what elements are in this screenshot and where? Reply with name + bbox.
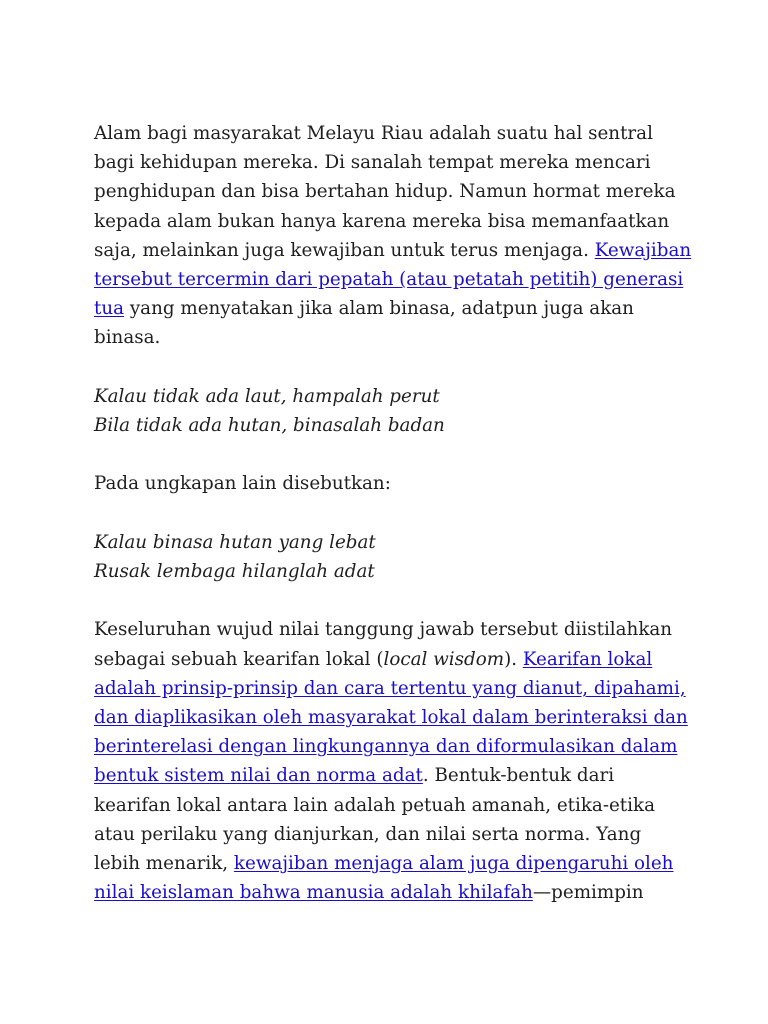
text-segment: yang menyatakan jika alam binasa, adatpun juga akan (124, 298, 634, 320)
paragraph-intro (94, 119, 692, 353)
verse-line: Kalau binasa hutan yang lebat (94, 531, 376, 553)
text-line (94, 236, 692, 265)
text-segment: ). (504, 648, 518, 670)
text-line (94, 878, 684, 907)
text-line: kepada alam bukan hanya karena mereka bisa memanfaatkan (94, 210, 670, 232)
link-kewajiban-menjaga-alam-end[interactable]: nilai keislaman bahwa manusia adalah khilafah (94, 882, 533, 904)
link-kearifan-lokal-cont[interactable]: berinterelasi dengan lingkungannya dan diformulasikan dalam (94, 736, 678, 758)
text-line: Pada ungkapan lain disebutkan: (94, 473, 391, 495)
link-kearifan-lokal-cont[interactable]: adalah prinsip-prinsip dan cara tertentu yang dianut, dipahami, (94, 677, 686, 699)
document-page (94, 119, 692, 937)
link-kewajiban-end[interactable]: tua (94, 298, 125, 320)
text-segment: . Bentuk-bentuk dari (422, 765, 615, 787)
text-line (94, 265, 684, 294)
text-line (94, 294, 684, 323)
text-line: Alam bagi masyarakat Melayu Riau adalah suatu hal sentral (94, 123, 653, 144)
text-line (94, 674, 684, 703)
text-line: kearifan lokal antara lain adalah petuah amanah, etika-etika (94, 794, 655, 816)
verse-line: Bila tidak ada hutan, binasalah badan (94, 415, 445, 437)
text-line (94, 703, 688, 732)
link-kewajiban-cont[interactable]: tersebut tercermin dari pepatah (atau petatah petitih) generasi (94, 269, 684, 291)
text-segment: saja, melainkan juga kewajiban untuk terus menjaga. (94, 239, 589, 261)
verse-block (94, 382, 684, 440)
text-line: Keseluruhan wujud nilai tanggung jawab tersebut diistilahkan (94, 619, 673, 641)
link-kewajiban[interactable]: Kewajiban (594, 239, 692, 261)
link-kearifan-lokal[interactable]: Kearifan lokal (522, 648, 653, 670)
text-line (94, 645, 684, 674)
text-line: penghidupan dan bisa bertahan hidup. Namun hormat mereka (94, 181, 676, 203)
text-line (94, 732, 684, 761)
paragraph-ungkapan (94, 469, 684, 498)
text-line: bagi kehidupan mereka. Di sanalah tempat mereka mencari (94, 152, 651, 174)
text-line: atau perilaku yang dianjurkan, dan nilai serta norma. Yang (94, 823, 642, 845)
verse-line: Kalau tidak ada laut, hampalah perut (94, 385, 440, 407)
verse-block (94, 528, 684, 586)
text-segment: sebagai sebuah kearifan lokal ( (94, 648, 384, 670)
link-kearifan-lokal-cont[interactable]: dan diaplikasikan oleh masyarakat lokal dalam berinteraksi dan (94, 707, 688, 728)
paragraph-kearifan (94, 615, 688, 907)
text-line (94, 849, 684, 878)
text-line: binasa. (94, 327, 161, 349)
text-segment: —pemimpin (532, 882, 644, 904)
text-line (94, 761, 684, 790)
italic-term: local wisdom (383, 648, 505, 670)
verse-line: Rusak lembaga hilanglah adat (94, 561, 375, 582)
text-segment: lebih menarik, (94, 853, 229, 875)
link-kearifan-lokal-end[interactable]: bentuk sistem nilai dan norma adat (94, 765, 423, 787)
link-kewajiban-menjaga-alam[interactable]: kewajiban menjaga alam juga dipengaruhi oleh (233, 853, 674, 875)
